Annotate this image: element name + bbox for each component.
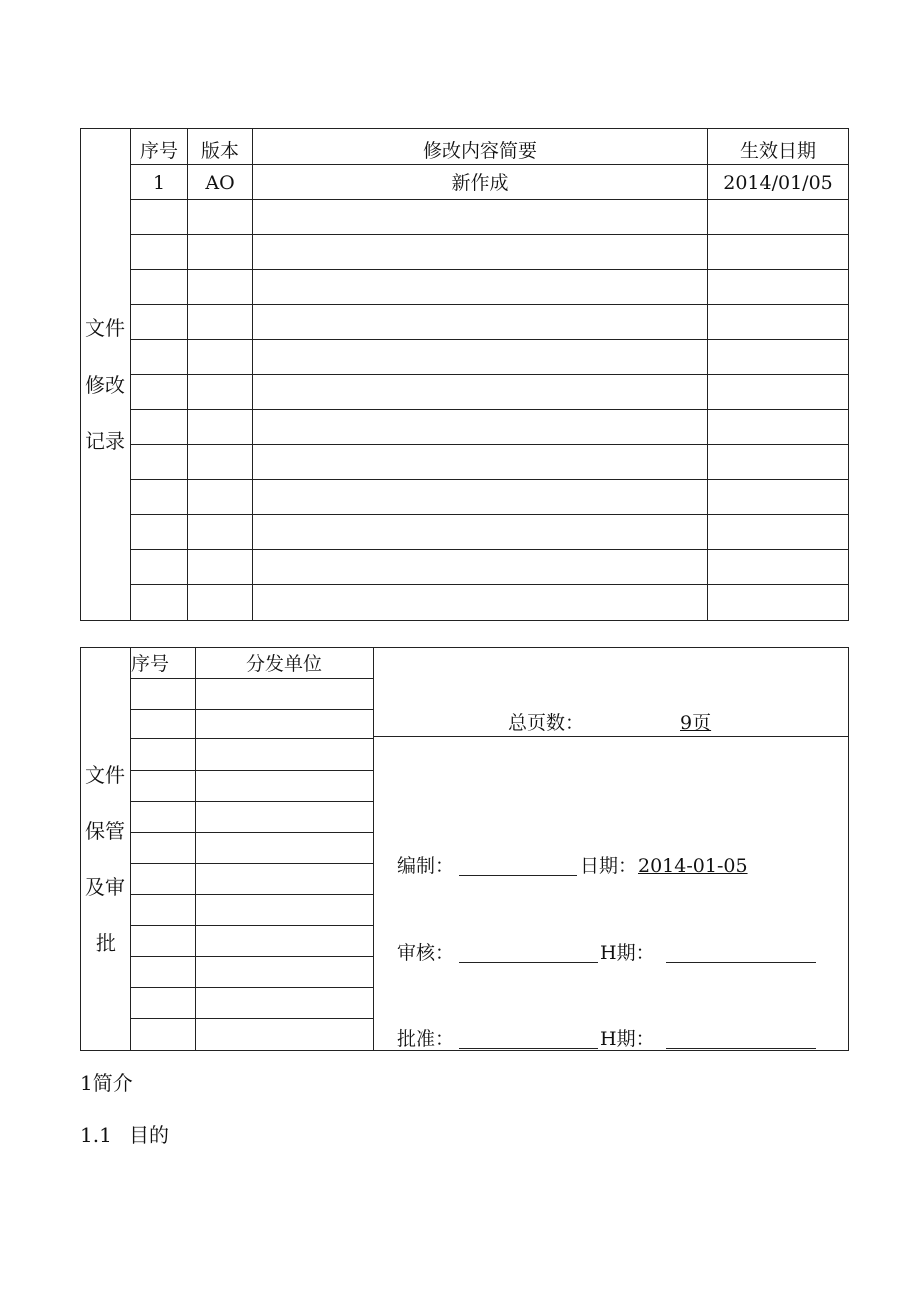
approve-label: 批准： [397, 1028, 455, 1050]
prepared-signature-line [459, 875, 577, 876]
approval-header-unit: 分发单位 [246, 653, 323, 675]
approval-side-label-3: 及审 [85, 875, 125, 899]
approve-signature-line [459, 1048, 598, 1049]
review-date-line [666, 962, 816, 963]
row-date: 2014/01/05 [723, 171, 833, 194]
header-date: 生效日期 [739, 139, 816, 162]
row-summary: 新作成 [451, 171, 509, 194]
revision-side-label-2: 修改 [85, 373, 125, 397]
revision-side-label-3: 记录 [85, 429, 125, 453]
approval-side-label-4: 批 [96, 931, 116, 955]
review-date-label: H期： [600, 942, 655, 964]
prepared-date-label: 日期： [580, 855, 638, 877]
header-summary: 修改内容简要 [422, 139, 537, 162]
review-signature-line [459, 962, 598, 963]
prepared-date-value: 2014-01-05 [638, 855, 748, 877]
approval-header-no: 序号 [131, 653, 170, 675]
row-version: AO [205, 171, 235, 194]
review-label: 审核： [397, 942, 455, 964]
total-pages-value: 9页 [680, 712, 712, 734]
prepared-label: 编制： [397, 855, 455, 877]
total-pages-label: 总页数： [508, 712, 585, 734]
revision-side-label-1: 文件 [85, 316, 125, 340]
approve-date-label: H期： [600, 1028, 655, 1050]
section-1-1-title: 目的 [129, 1123, 169, 1147]
approve-date-line [666, 1048, 816, 1049]
section-1-heading: 1简介 [80, 1071, 133, 1095]
section-1-1-number: 1.1 [80, 1123, 112, 1147]
row-no: 1 [152, 171, 166, 194]
header-version: 版本 [200, 139, 239, 162]
approval-side-label-2: 保管 [85, 819, 125, 843]
approval-side-label-1: 文件 [85, 763, 125, 787]
header-no: 序号 [139, 139, 178, 162]
